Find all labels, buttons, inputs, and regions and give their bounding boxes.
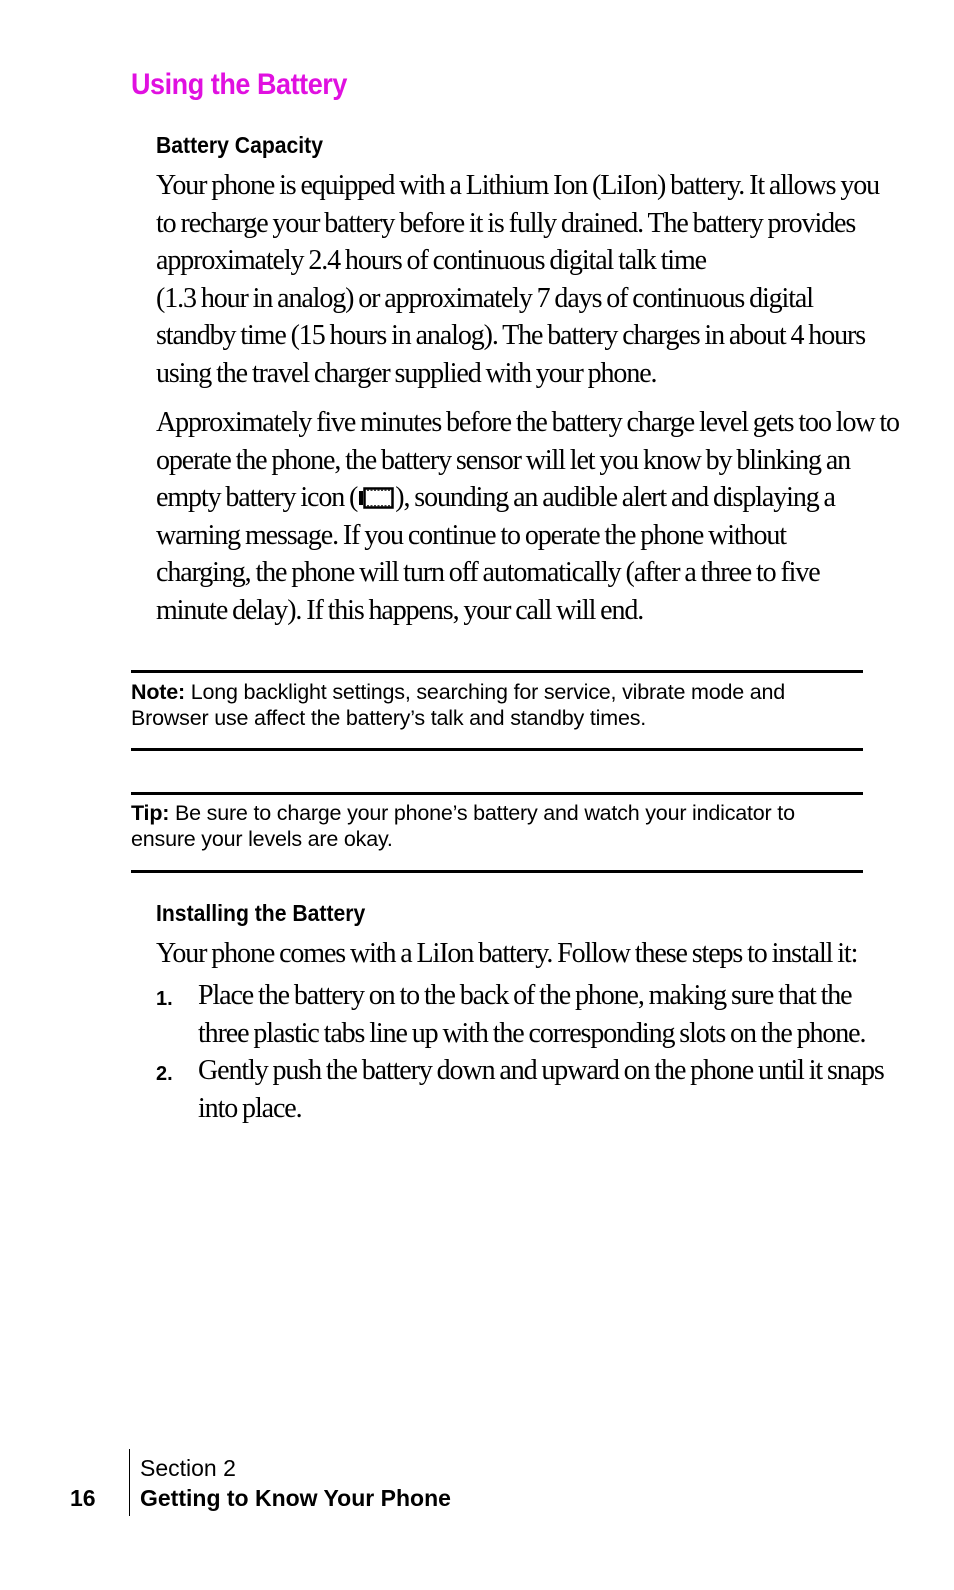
installing-intro xyxy=(156,935,861,973)
tip-bottom-rule xyxy=(131,870,863,873)
page-title: Using the Battery xyxy=(131,68,347,101)
step-item xyxy=(156,977,866,1052)
note-text: Long backlight settings, searching for service, vibrate mode and Browser use affect the battery’s talk and standby times. xyxy=(131,680,786,730)
battery-capacity-paragraph-1 xyxy=(156,167,880,393)
step-item xyxy=(156,1052,884,1127)
section-label: Section 2 xyxy=(140,1455,236,1481)
text-fragment: ), sounding an audible alert and displaying a xyxy=(395,482,835,514)
text-line: to recharge your battery before it is fully drained. The battery provides xyxy=(156,207,856,239)
footer-divider xyxy=(129,1449,130,1516)
battery-capacity-heading: Battery Capacity xyxy=(156,132,324,158)
text-line: minute delay). If this happens, your call will end. xyxy=(156,594,644,626)
empty-battery-icon xyxy=(358,487,394,509)
text-fragment: empty battery icon ( xyxy=(156,482,358,514)
text-line: (1.3 hour in analog) or approximately 7 days of continuous digital xyxy=(156,282,813,314)
step-number: 1. xyxy=(156,988,173,1010)
installation-steps xyxy=(156,977,884,1127)
text-line: operate the phone, the battery sensor will let you know by blinking an xyxy=(156,444,851,476)
text-line-with-icon xyxy=(156,479,861,517)
text-line: Place the battery on to the back of the phone, making sure that the xyxy=(198,980,852,1011)
text-line: charging, the phone will turn off automatically (after a three to five xyxy=(156,557,820,589)
section-title: Getting to Know Your Phone xyxy=(140,1485,451,1511)
note-top-rule xyxy=(131,670,863,673)
tip-text: Be sure to charge your phone’s battery and watch your indicator to ensure your levels are okay. xyxy=(131,801,795,851)
battery-capacity-paragraph-2 xyxy=(156,404,899,630)
page-number: 16 xyxy=(70,1485,96,1511)
step-number: 2. xyxy=(156,1063,173,1086)
text-line: Your phone comes with a LiIon battery. Follow these steps to install it: xyxy=(156,938,858,969)
text-line: warning message. If you continue to operate the phone without xyxy=(156,519,786,551)
text-line: into place. xyxy=(198,1092,302,1124)
text-line: Gently push the battery down and upward on the phone until it snaps xyxy=(198,1055,884,1087)
installing-heading: Installing the Battery xyxy=(156,900,366,926)
tip-top-rule xyxy=(131,792,863,795)
text-line: approximately 2.4 hours of continuous digital talk time xyxy=(156,245,706,277)
text-line: Approximately five minutes before the battery charge level gets too low to xyxy=(156,407,899,438)
text-line: using the travel charger supplied with your phone. xyxy=(156,357,657,389)
note-label: Note: xyxy=(131,680,185,704)
tip-label: Tip: xyxy=(131,801,170,825)
text-line: standby time (15 hours in analog). The battery charges in about 4 hours xyxy=(156,320,866,352)
note-callout xyxy=(131,679,863,731)
note-bottom-rule xyxy=(131,748,863,751)
tip-callout xyxy=(131,800,863,852)
text-line: three plastic tabs line up with the corresponding slots on the phone. xyxy=(198,1017,866,1049)
text-line: Your phone is equipped with a Lithium Ion (LiIon) battery. It allows you xyxy=(156,170,880,201)
